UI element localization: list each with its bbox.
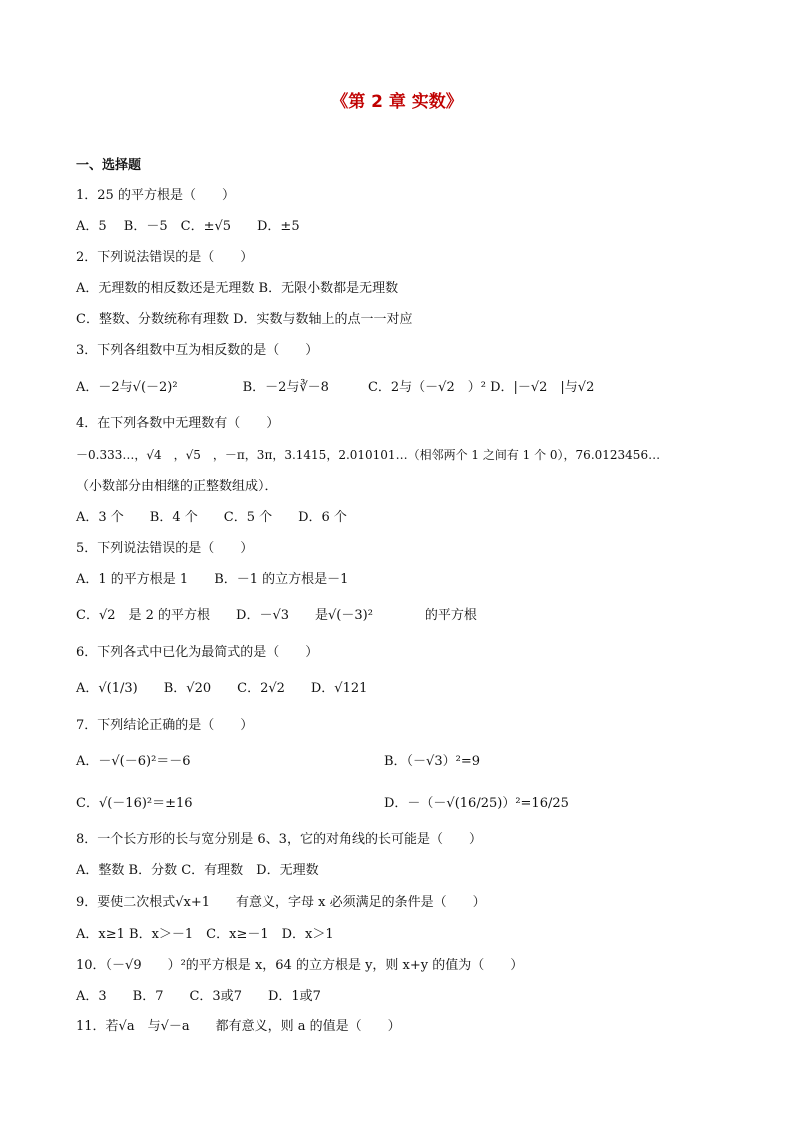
question-5: 5．下列说法错误的是（ ） <box>76 541 254 556</box>
question-10: 10．（－√9 ）²的平方根是 x，64 的立方根是 y，则 x+y 的值为（ ） <box>76 958 524 973</box>
question-1-options: A．5 B．－5 C．±√5 D．±5 <box>76 219 300 234</box>
question-1: 1．25 的平方根是（ ） <box>76 188 235 203</box>
question-5-options-ab: A．1 的平方根是 1 B．－1 的立方根是－1 <box>76 572 349 587</box>
question-7-option-d: D．－（－√(16/25)）²=16/25 <box>384 796 569 811</box>
question-4: 4．在下列各数中无理数有（ ） <box>76 416 280 431</box>
question-7-option-c: C．√(－16)²＝±16 <box>76 796 193 811</box>
question-4-options: A．3 个 B．4 个 C．5 个 D．6 个 <box>76 510 347 525</box>
question-3-options: A．－2与√(－2)² B．－2与∛－8 C．2与（－√2 ）² D．|－√2 |与√2 <box>76 380 595 395</box>
question-4-numbers: －0.333…，√4 ，√5 ，－π，3π，3.1415，2.010101…（相邻两个 1 之间有 1 个 0），76.0123456… <box>76 448 661 462</box>
question-9: 9．要使二次根式√x+1 有意义，字母 x 必须满足的条件是（ ） <box>76 895 486 910</box>
question-7: 7．下列结论正确的是（ ） <box>76 718 254 733</box>
question-8-options: A．整数 B．分数 C．有理数 D．无理数 <box>76 863 319 878</box>
question-3: 3．下列各组数中互为相反数的是（ ） <box>76 343 319 358</box>
question-5-options-cd: C．√2 是 2 的平方根 D．－√3 是√(－3)² 的平方根 <box>76 608 477 623</box>
page-title: 《第 2 章 实数》 <box>331 92 463 112</box>
section-heading: 一、选择题 <box>76 158 142 173</box>
question-7-option-a: A．－√(－6)²＝－6 <box>76 754 191 769</box>
question-11: 11．若√a 与√－a 都有意义，则 a 的值是（ ） <box>76 1019 401 1034</box>
question-10-options: A．3 B．7 C．3或7 D．1或7 <box>76 989 321 1004</box>
question-2: 2．下列说法错误的是（ ） <box>76 250 254 265</box>
question-2-options-cd: C．整数、分数统称有理数 D．实数与数轴上的点一一对应 <box>76 312 413 327</box>
question-2-options-ab: A．无理数的相反数还是无理数 B．无限小数都是无理数 <box>76 281 399 296</box>
question-7-option-b: B．（－√3）²=9 <box>384 754 480 769</box>
question-4-note: （小数部分由相继的正整数组成）． <box>76 479 278 494</box>
question-9-options: A．x≥1 B．x＞－1 C．x≥－1 D．x＞1 <box>76 927 334 942</box>
question-6: 6．下列各式中已化为最简式的是（ ） <box>76 645 319 660</box>
question-6-options: A．√(1/3) B．√20 C．2√2 D．√121 <box>76 681 368 696</box>
question-8: 8．一个长方形的长与宽分别是 6、3，它的对角线的长可能是（ ） <box>76 832 482 847</box>
